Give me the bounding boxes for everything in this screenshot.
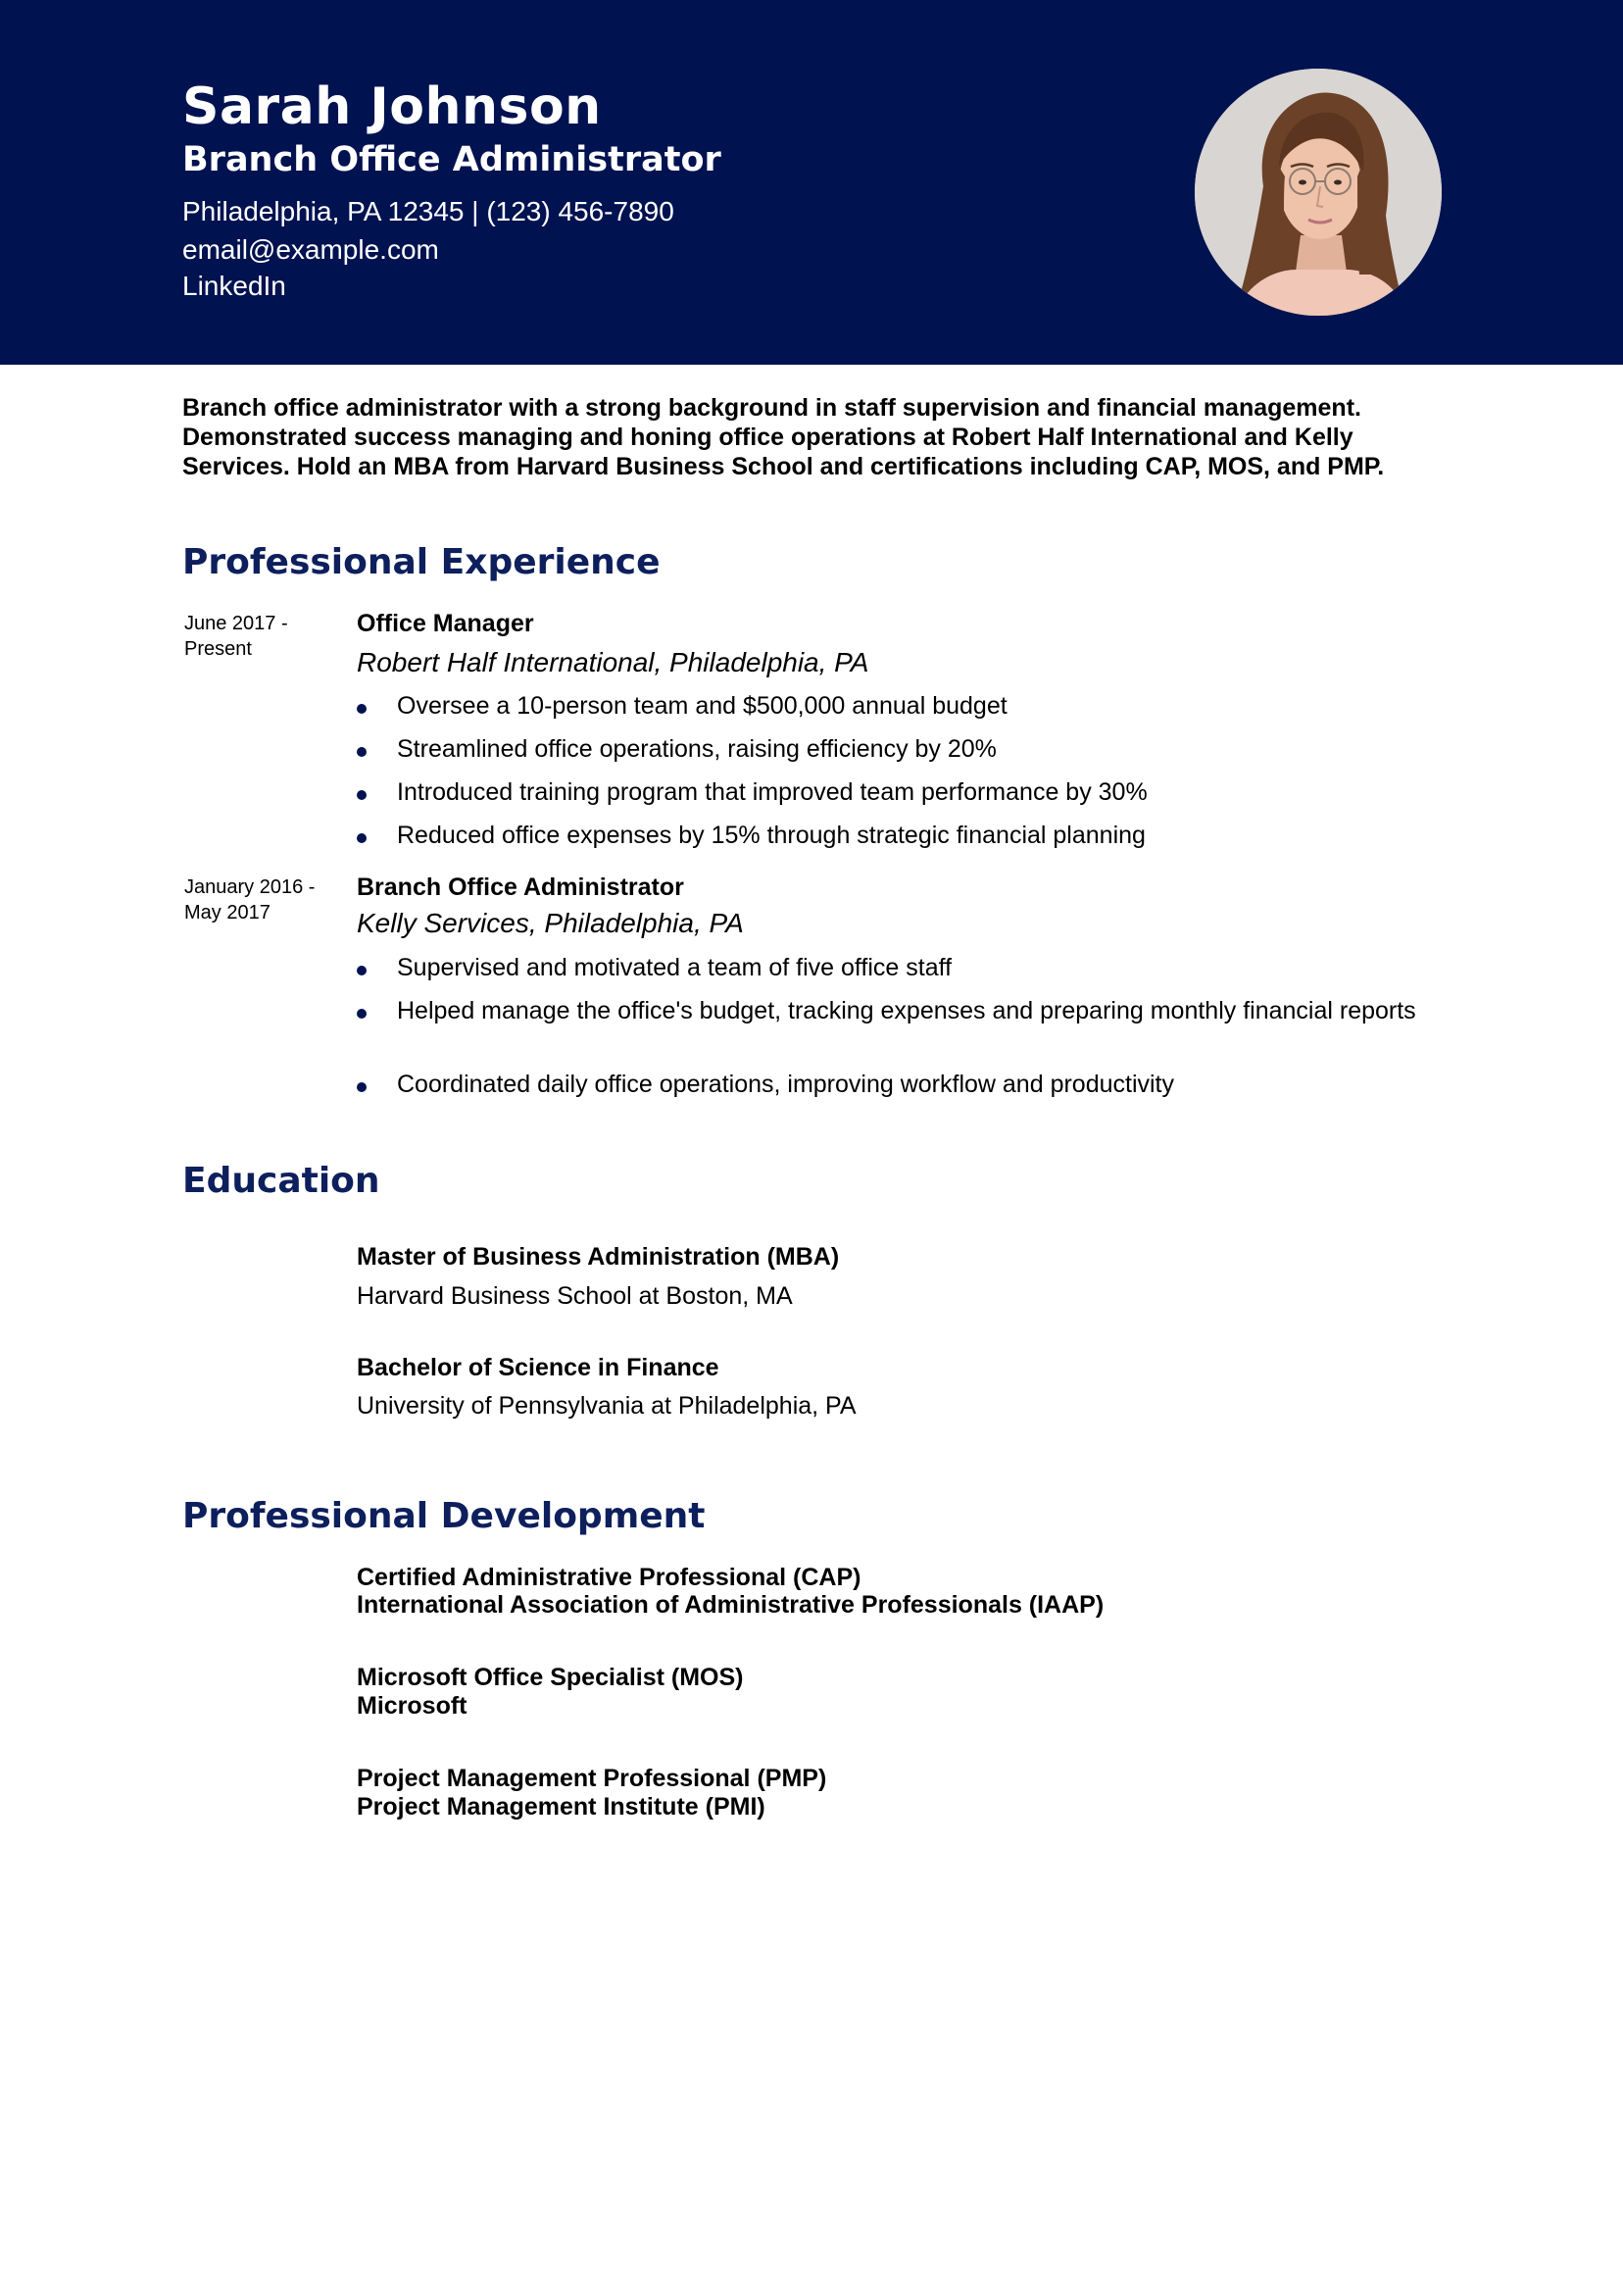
job-bullet [357, 821, 1454, 851]
school-name: University of Pennsylvania at Philadelphia, PA [357, 1392, 857, 1420]
job-bullet [357, 1070, 1454, 1100]
certification-issuer: Microsoft [357, 1692, 467, 1720]
job-dates: June 2017 - Present [184, 613, 288, 660]
job-role: Office Manager [357, 610, 534, 637]
school-name: Harvard Business School at Boston, MA [357, 1282, 793, 1310]
candidate-title: Branch Office Administrator [182, 140, 721, 179]
bullet-icon [357, 966, 367, 975]
bullet-text: Streamlined office operations, raising efficiency by 20% [397, 735, 997, 763]
job-dates: January 2016 - May 2017 [184, 876, 316, 923]
experience-heading: Professional Experience [182, 542, 661, 582]
education-heading: Education [182, 1161, 380, 1201]
bullet-icon [357, 1009, 367, 1019]
certification-issuer: Project Management Institute (PMI) [357, 1793, 765, 1821]
job-bullet [357, 691, 1454, 722]
development-heading: Professional Development [182, 1496, 706, 1536]
profile-photo [1195, 69, 1442, 316]
bullet-text: Supervised and motivated a team of five office staff [397, 954, 953, 981]
bullet-text: Coordinated daily office operations, improving workflow and productivity [397, 1071, 1175, 1098]
certification-name: Certified Administrative Professional (CAP) [357, 1564, 861, 1591]
portrait-image [1195, 69, 1442, 316]
certification-name: Project Management Professional (PMP) [357, 1765, 827, 1792]
bullet-text: Reduced office expenses by 15% through strategic financial planning [397, 822, 1146, 849]
bullet-icon [357, 1082, 367, 1092]
job-company: Kelly Services, Philadelphia, PA [357, 908, 744, 938]
header-banner [0, 0, 1623, 365]
location-phone: Philadelphia, PA 12345 | (123) 456-7890 [182, 196, 674, 226]
job-bullet [357, 953, 1454, 983]
candidate-name: Sarah Johnson [182, 77, 602, 136]
job-company: Robert Half International, Philadelphia, PA [357, 647, 869, 677]
bullet-icon [357, 790, 367, 800]
bullet-icon [357, 833, 367, 843]
degree-title: Bachelor of Science in Finance [357, 1354, 719, 1381]
email-link[interactable]: email@example.com [182, 234, 439, 265]
bullet-icon [357, 704, 367, 714]
bullet-icon [357, 747, 367, 757]
bullet-text: Oversee a 10-person team and $500,000 annual budget [397, 692, 1008, 720]
linkedin-link[interactable]: LinkedIn [182, 271, 286, 301]
bullet-text: Helped manage the office's budget, tracking expenses and preparing monthly financial reports [397, 997, 1416, 1024]
professional-summary: Branch office administrator with a strong background in staff supervision and financial management. Demonstrated success managing and honing office operations at Robert Half International and Kelly Services. Hold an MBA from Harvard Business School and certifications including CAP, MOS, and PMP. [182, 394, 1385, 480]
bullet-text: Introduced training program that improved team performance by 30% [397, 778, 1148, 806]
certification-issuer: International Association of Administrative Professionals (IAAP) [357, 1591, 1105, 1619]
certification-name: Microsoft Office Specialist (MOS) [357, 1664, 744, 1691]
job-bullet [357, 734, 1454, 765]
job-bullet [357, 777, 1454, 808]
job-bullet [357, 996, 1454, 1026]
degree-title: Master of Business Administration (MBA) [357, 1243, 840, 1271]
job-role: Branch Office Administrator [357, 873, 684, 901]
